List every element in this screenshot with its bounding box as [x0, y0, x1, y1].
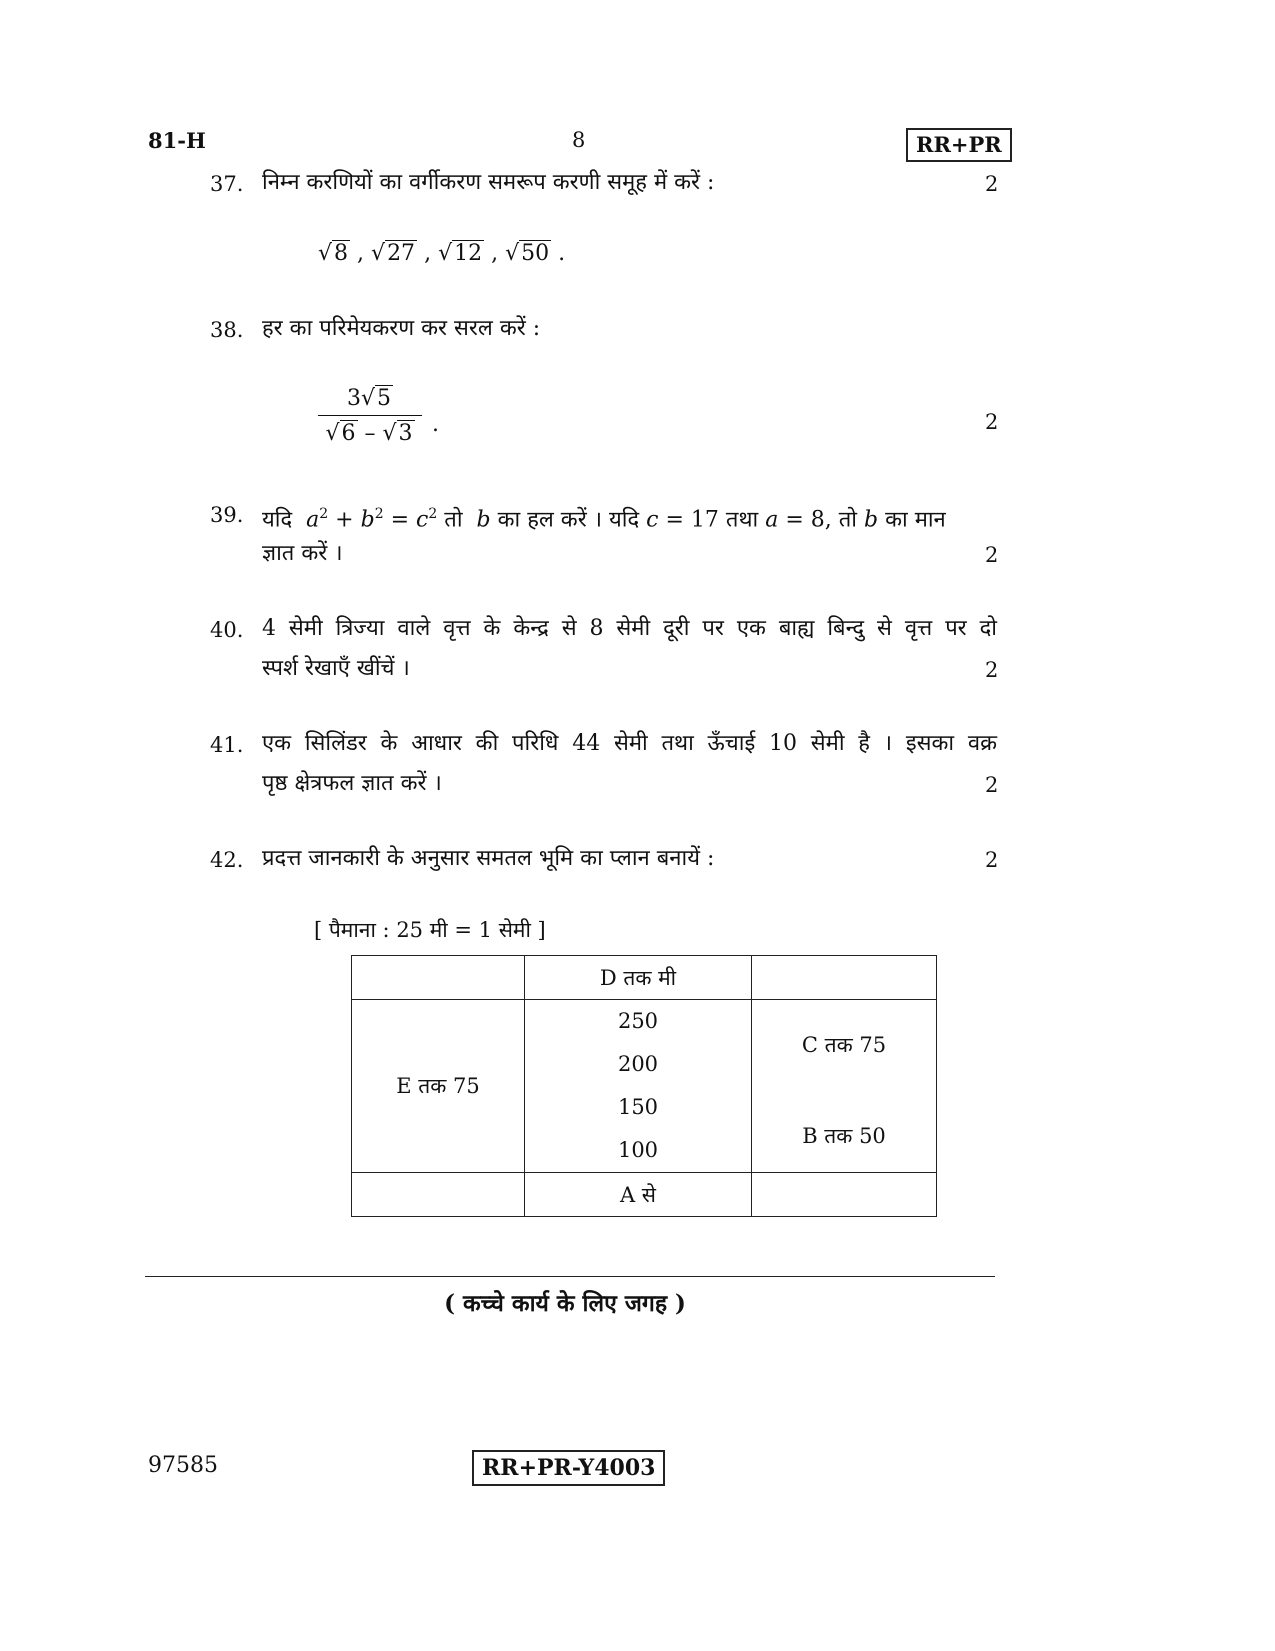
- plan-value-200: 200: [617, 1052, 659, 1076]
- q39-line1: यदि $a^2 + b^2 = c^2$ तो b का हल करें । यदि c = 17 तथा a = 8, तो b का मान: [262, 506, 946, 533]
- q40-marks: 2: [985, 658, 999, 682]
- fraction-bar: [318, 415, 422, 416]
- plan-right-offsets: [752, 1000, 937, 1173]
- surd-12: 12: [454, 241, 483, 266]
- footer-number: 97585: [148, 1453, 218, 1478]
- q41-marks: 2: [985, 773, 999, 797]
- plan-cell-empty: [352, 1173, 525, 1217]
- q39-c-value: = 17: [665, 507, 719, 533]
- q37-marks: 2: [985, 172, 999, 196]
- surd-50: 50: [521, 241, 550, 266]
- paper-code: 81-H: [148, 128, 206, 153]
- plan-cell-empty: [352, 956, 525, 1000]
- q37-surds: √8 , √27 , √12 , √50 .: [318, 241, 566, 266]
- frac-den-a: 6: [341, 421, 356, 447]
- q39-text-b: तो: [444, 507, 463, 533]
- surd-27: 27: [387, 241, 416, 266]
- plan-cell-empty: [752, 956, 937, 1000]
- q39-text-d: तथा: [725, 507, 759, 533]
- plan-table: [351, 955, 937, 1217]
- q38-period: .: [432, 412, 439, 437]
- q39-text-f: का मान: [885, 507, 946, 533]
- plan-right-b: B तक 50: [802, 1124, 886, 1148]
- q40-line2: स्पर्श रेखाएँ खींचें ।: [262, 656, 410, 681]
- plan-right-c: C तक 75: [801, 1033, 887, 1057]
- q42-text: प्रदत्त जानकारी के अनुसार समतल भूमि का प्लान बनायें :: [262, 846, 715, 871]
- q39-line2: ज्ञात करें ।: [262, 541, 343, 566]
- plan-left-e: E तक 75: [352, 1000, 525, 1173]
- series-badge: RR+PR: [906, 128, 1012, 162]
- q38-number: 38.: [210, 318, 244, 342]
- frac-num-coef: 3: [346, 386, 361, 411]
- scale-note: [ पैमाना : 25 मी = 1 सेमी ]: [314, 918, 546, 942]
- q39-number: 39.: [210, 503, 244, 527]
- q42-marks: 2: [985, 848, 999, 872]
- q38-text: हर का परिमेयकरण कर सरल करें :: [262, 316, 541, 341]
- q37-number: 37.: [210, 172, 244, 196]
- plan-value-250: 250: [617, 1009, 659, 1033]
- q38-marks: 2: [985, 410, 999, 434]
- plan-bottom-mid: A से: [525, 1173, 752, 1217]
- rough-work-divider: [145, 1276, 995, 1277]
- q41-number: 41.: [210, 733, 244, 757]
- frac-den-b: 3: [398, 421, 413, 447]
- plan-value-150: 150: [617, 1095, 659, 1119]
- page-number: 8: [572, 128, 586, 152]
- q37-text: निम्न करणियों का वर्गीकरण समरूप करणी समूह में करें :: [262, 170, 715, 195]
- rough-work-label: ( कच्चे कार्य के लिए जगह ): [444, 1290, 686, 1317]
- q41-line1: एक सिलिंडर के आधार की परिधि 44 सेमी तथा ऊँचाई 10 सेमी है । इसका वक्र: [262, 731, 997, 756]
- q39-text-c: का हल करें । यदि: [497, 507, 640, 533]
- q39-marks: 2: [985, 543, 999, 567]
- plan-value-100: 100: [617, 1138, 659, 1162]
- q40-number: 40.: [210, 618, 244, 642]
- surd-8: 8: [334, 241, 349, 266]
- plan-top-mid: D तक मी: [525, 956, 752, 1000]
- q42-number: 42.: [210, 848, 244, 872]
- frac-num-rad: 5: [377, 386, 392, 411]
- q41-line2: पृष्ठ क्षेत्रफल ज्ञात करें ।: [262, 771, 442, 796]
- footer-code-badge: RR+PR-Y4003: [472, 1450, 665, 1486]
- q39-text-a: यदि: [262, 507, 293, 533]
- plan-cell-empty: [752, 1173, 937, 1217]
- q40-line1: 4 सेमी त्रिज्या वाले वृत्त के केन्द्र से 8 सेमी दूरी पर एक बाह्य बिन्दु से वृत्त पर दो: [262, 616, 997, 641]
- q39-a-value: = 8: [785, 507, 825, 533]
- q39-text-e: , तो: [824, 507, 858, 533]
- plan-values: [525, 1000, 752, 1173]
- q38-fraction: 3√5 √6 – √3: [318, 385, 422, 447]
